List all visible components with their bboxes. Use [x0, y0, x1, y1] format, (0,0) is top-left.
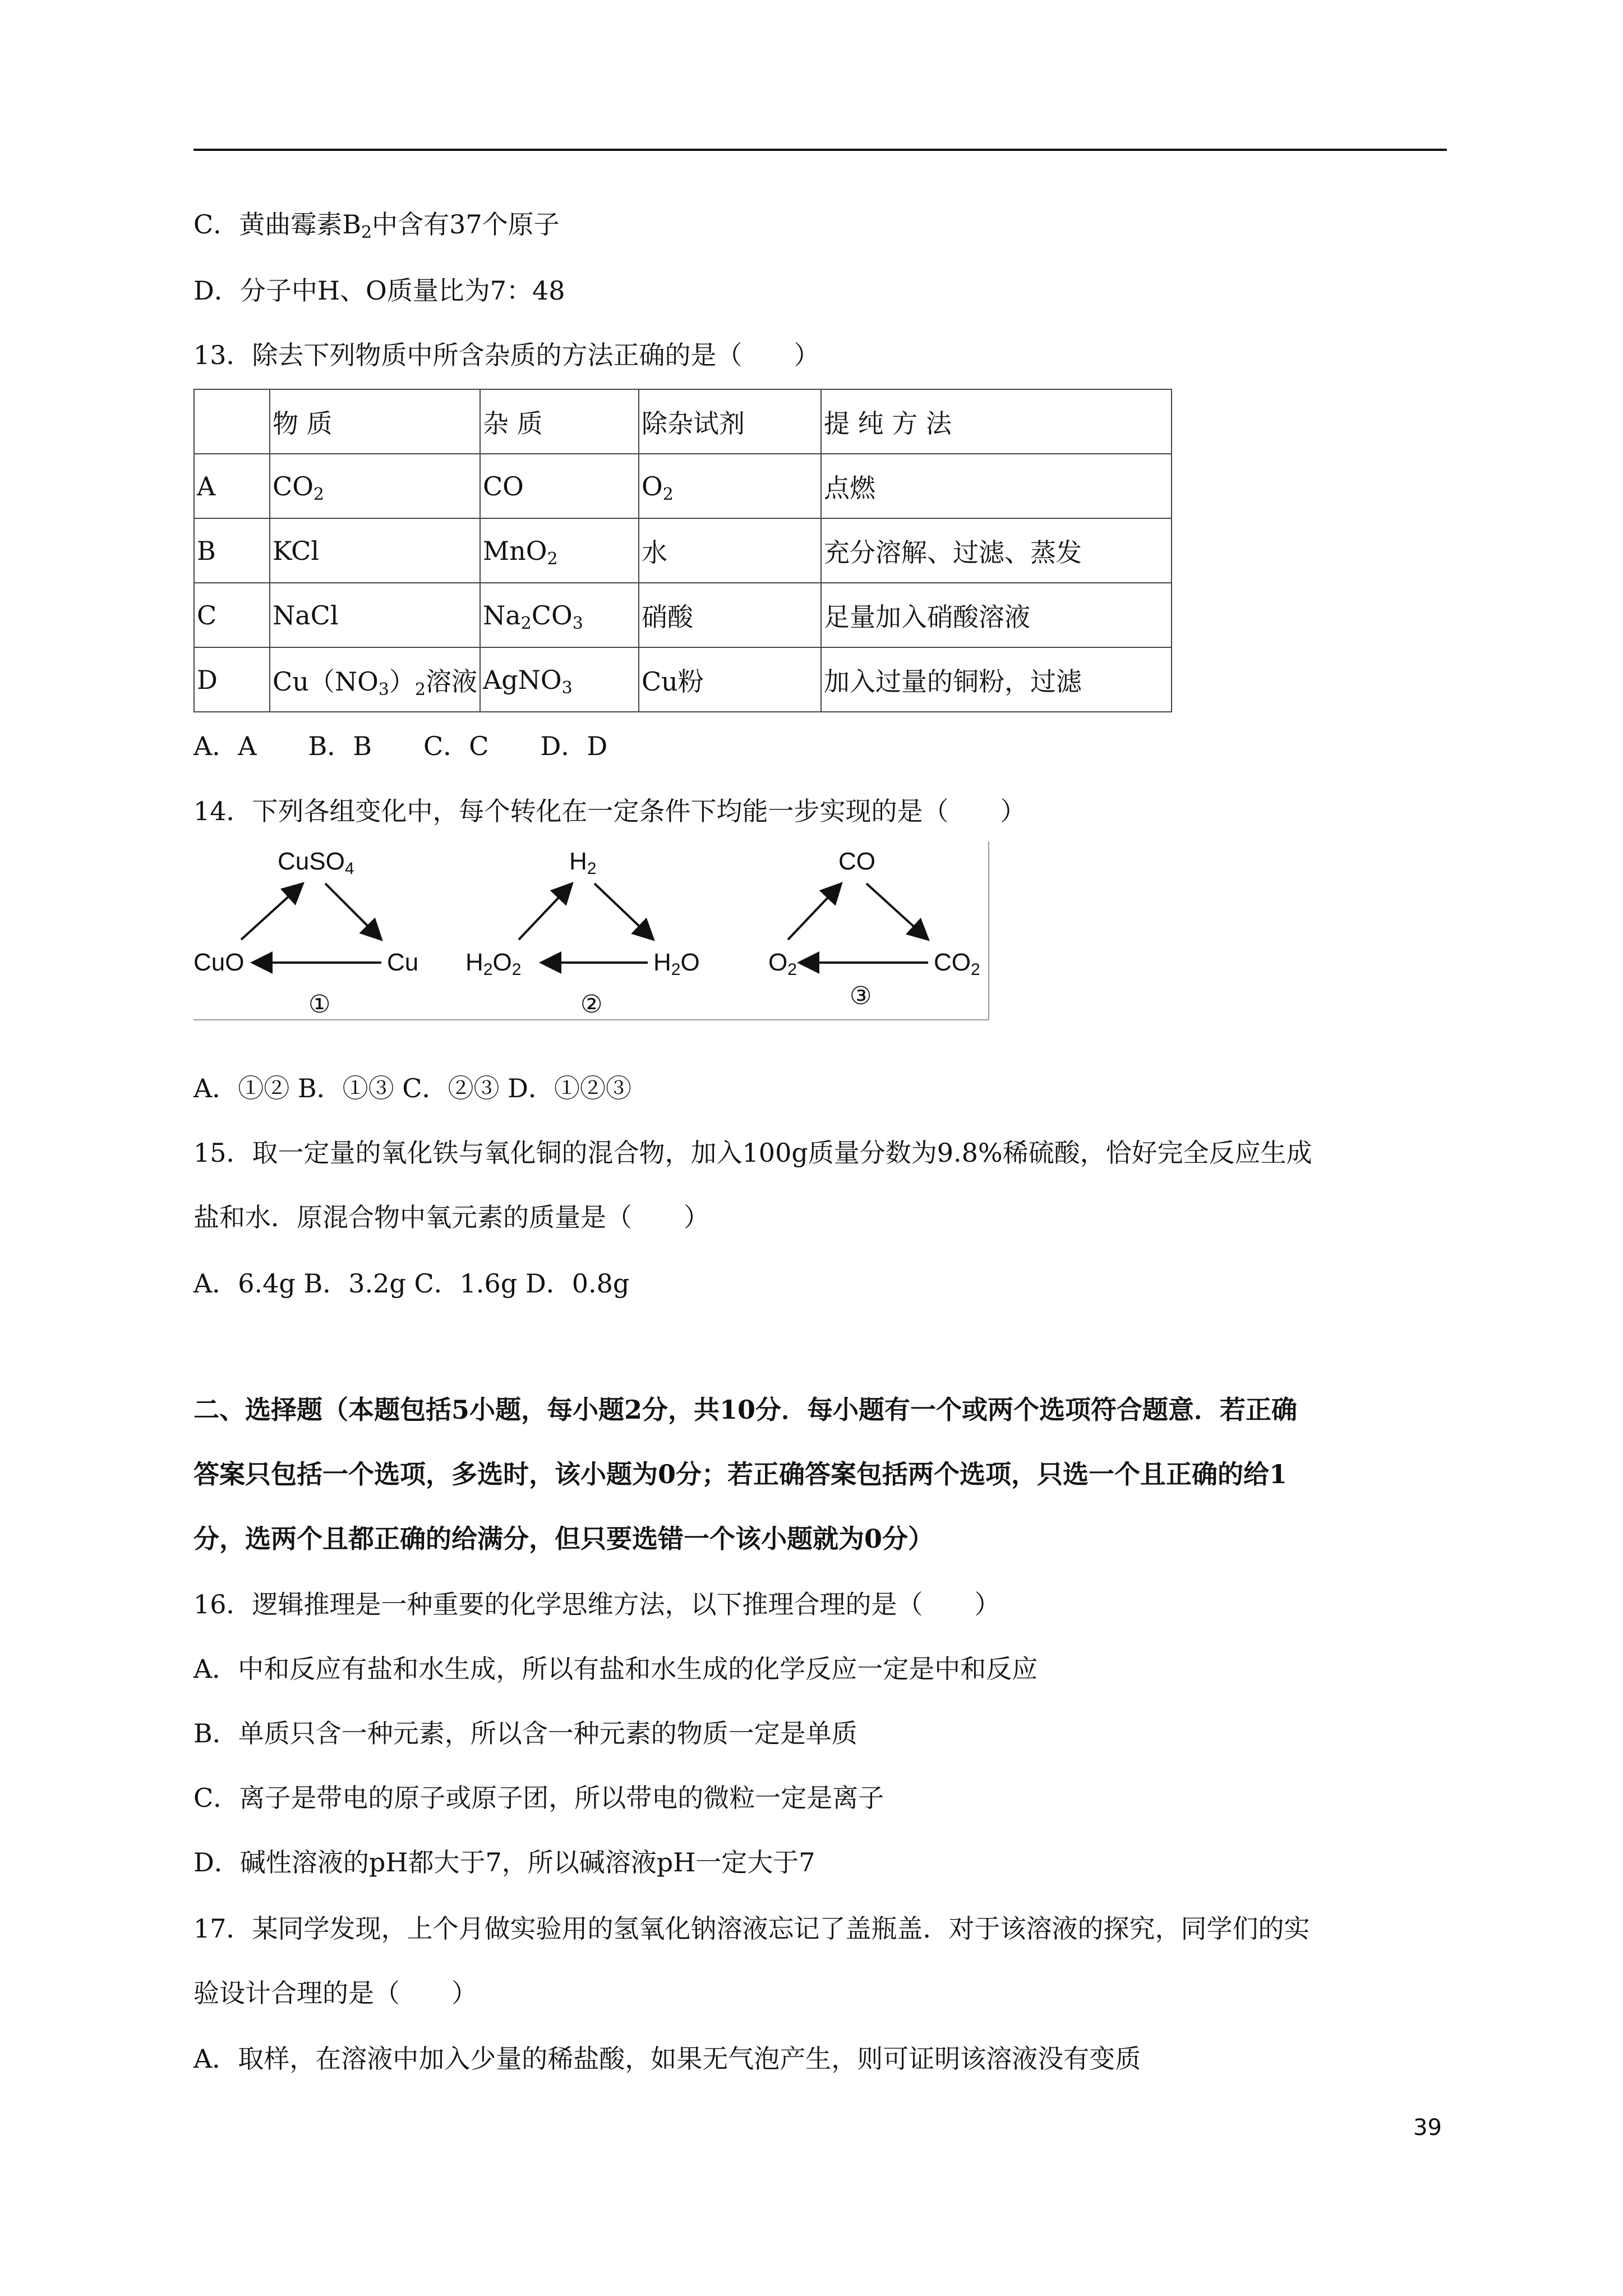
reagent-cell: 硝酸 [639, 583, 821, 647]
g3-top-label: CO [838, 848, 875, 875]
option-cell: B [194, 518, 270, 583]
q17-stem-line1: 17．某同学发现，上个月做实验用的氢氧化钠溶液忘记了盖瓶盖．对于该溶液的探究，同学们的实 [193, 1913, 1310, 1944]
g3-left-label: O2 [768, 949, 797, 979]
g3-right-label: CO2 [934, 949, 980, 979]
impurity-cell: $Na_2CO_3$ [480, 583, 639, 647]
impurity-table [193, 389, 1172, 712]
g1-arrow-right-down [325, 884, 381, 940]
table-row [194, 583, 1172, 647]
g1-number: ① [308, 991, 331, 1018]
g1-right-label: Cu [387, 949, 419, 976]
q16-option-d: D．碱性溶液的pH都大于7，所以碱溶液pH一定大于7 [193, 1847, 815, 1878]
method-cell: 加入过量的铜粉，过滤 [821, 647, 1172, 712]
g2-arrow-right-down [594, 884, 653, 940]
g1-top-label: CuSO4 [278, 848, 354, 878]
q14-stem: 14．下列各组变化中，每个转化在一定条件下均能一步实现的是（ ） [193, 796, 1026, 826]
g2-left-label: H2O2 [465, 949, 522, 979]
section2-heading-line2: 答案只包括一个选项，多选时，该小题为0分；若正确答案包括两个选项，只选一个且正确的给1 [193, 1459, 1288, 1489]
impurity-cell: AgNO$_3$ [480, 647, 639, 712]
g1-arrow-left-up [241, 884, 303, 940]
table-header-cell: 物 质 [270, 389, 480, 454]
reagent-cell: Cu粉 [639, 647, 821, 712]
g2-top-label: H2 [569, 848, 597, 878]
impurity-cell: CO [480, 454, 639, 518]
table-row [194, 454, 1172, 518]
q13-stem: 13．除去下列物质中所含杂质的方法正确的是（ ） [193, 340, 820, 370]
substance-cell: $Cu(NO_3)_2$溶液 [270, 647, 480, 712]
q14-options: A．①② B．①③ C．②③ D．①②③ [193, 1073, 631, 1103]
reagent-cell: $O_2$ [639, 454, 821, 518]
g3-number: ③ [850, 982, 872, 1010]
q16-option-c: C．离子是带电的原子或原子团，所以带电的微粒一定是离子 [193, 1783, 884, 1813]
substance-cell: NaCl [270, 583, 480, 647]
g3-arrow-right-down [866, 884, 928, 940]
reagent-cell: 水 [639, 518, 821, 583]
g1-left-label: CuO [193, 949, 245, 976]
section2-heading-line3: 分，选两个且都正确的给满分，但只要选错一个该小题就为0分） [193, 1524, 934, 1554]
impurity-cell: MnO$_2$ [480, 518, 639, 583]
section2-heading-line1: 二、选择题（本题包括5小题，每小题2分，共10分．每小题有一个或两个选项符合题意．若正确 [193, 1395, 1298, 1425]
q12-option-c: C．黄曲霉素$B_2$中含有37个原子 [193, 209, 560, 242]
g2-number: ② [580, 991, 603, 1018]
option-cell: C [194, 583, 270, 647]
page-number: 39 [1413, 2115, 1442, 2141]
g2-arrow-left-up [519, 884, 572, 940]
table-header-cell: 杂 质 [480, 389, 639, 454]
table-header-cell: 提 纯 方 法 [821, 389, 1172, 454]
g2-right-label: H2O [653, 949, 700, 979]
q16-option-a: A．中和反应有盐和水生成，所以有盐和水生成的化学反应一定是中和反应 [193, 1654, 1038, 1684]
table-header-row [194, 389, 1172, 454]
method-cell: 充分溶解、过滤、蒸发 [821, 518, 1172, 583]
table-row [194, 518, 1172, 583]
q15-stem-line1: 15．取一定量的氧化铁与氧化铜的混合物，加入100g质量分数为9.8%稀硫酸，恰好完全反应生成 [193, 1138, 1312, 1168]
g3-arrow-left-up [788, 884, 841, 940]
option-cell: D [194, 647, 270, 712]
q13-options: A．A B．B C．C D．D [193, 731, 608, 761]
table-header-cell [194, 389, 270, 454]
option-cell: A [194, 454, 270, 518]
q17-stem-line2: 验设计合理的是（ ） [193, 1978, 477, 2008]
q16-option-b: B．单质只含一种元素，所以含一种元素的物质一定是单质 [193, 1718, 857, 1749]
table-row [194, 647, 1172, 712]
table-header-cell: 除杂试剂 [639, 389, 821, 454]
q17-option-a: A．取样，在溶液中加入少量的稀盐酸，如果无气泡产生，则可证明该溶液没有变质 [193, 2044, 1141, 2074]
q15-options: A．6.4g B．3.2g C．1.6g D．0.8g [193, 1268, 630, 1299]
conversion-diagram [193, 841, 990, 1021]
q15-stem-line2: 盐和水．原混合物中氧元素的质量是（ ） [193, 1202, 709, 1232]
q16-stem: 16．逻辑推理是一种重要的化学思维方法，以下推理合理的是（ ） [193, 1589, 1000, 1619]
substance-cell: $CO_2$ [270, 454, 480, 518]
header-rule [193, 149, 1447, 151]
substance-cell: KCl [270, 518, 480, 583]
q12-option-d: D．分子中H、O质量比为7：48 [193, 275, 565, 306]
method-cell: 足量加入硝酸溶液 [821, 583, 1172, 647]
method-cell: 点燃 [821, 454, 1172, 518]
